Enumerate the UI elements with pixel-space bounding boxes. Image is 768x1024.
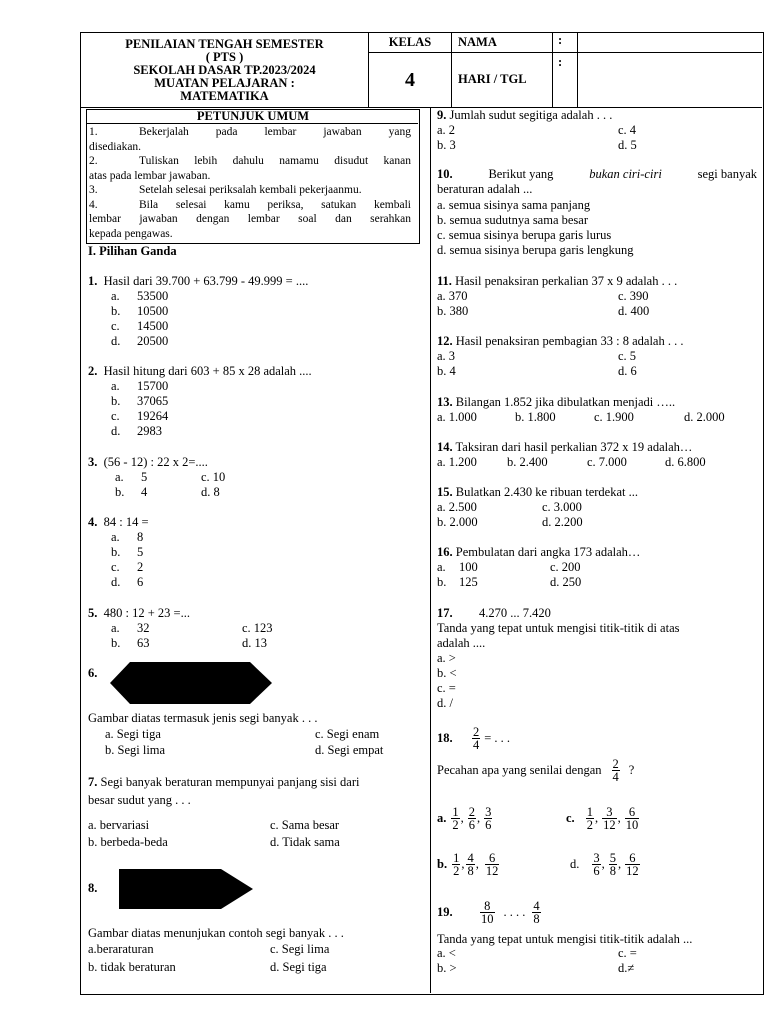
q12-option-a[interactable]: a. 3 — [437, 349, 456, 363]
q18: 18. $\frac{2}{4}$ = . . . — [437, 725, 511, 752]
q16-option-d[interactable]: d. 250 — [550, 575, 582, 589]
q10-option-d[interactable]: d. semua sisinya berupa garis lengkung — [437, 243, 634, 257]
q15-option-a[interactable]: a. 2.500 — [437, 500, 477, 514]
q19-text: Tanda yang tepat untuk mengisi titik-titik adalah ... — [437, 932, 693, 946]
q10-option-c[interactable]: c. semua sisinya berupa garis lurus — [437, 228, 612, 242]
q15-option-b[interactable]: b. 2.000 — [437, 515, 478, 529]
hari-label: HARI / TGL — [458, 72, 527, 86]
q2-option-d[interactable]: d. 2983 — [111, 424, 162, 438]
q6-option-b[interactable]: b. Segi lima — [105, 743, 166, 757]
q19-option-c[interactable]: c. = — [618, 946, 637, 960]
q19: 19. $\frac{8}{10}$ . . . . $\frac{4}{8}$ — [437, 899, 540, 926]
column-divider — [430, 107, 431, 993]
q7-option-c[interactable]: c. Sama besar — [270, 818, 340, 832]
q15: 15. Bulatkan 2.430 ke ribuan terdekat ... — [437, 485, 638, 499]
q19-option-d[interactable]: d.≠ — [618, 961, 635, 975]
q10-option-b[interactable]: b. semua sudutnya sama besar — [437, 213, 589, 227]
q8-number: 8. — [88, 881, 98, 895]
q14: 14. Taksiran dari hasil perkalian 372 x 19 adalah… — [437, 440, 693, 454]
pentagon-polygon — [119, 869, 253, 909]
q10-options — [437, 198, 633, 258]
q2: 2. Hasil hitung dari 603 + 85 x 28 adalah .... — [88, 364, 312, 378]
q9-option-d[interactable]: d. 5 — [618, 138, 637, 152]
q7-option-b[interactable]: b. berbeda-beda — [88, 835, 168, 849]
q16-option-a[interactable]: a. 100 — [437, 560, 478, 574]
hari-colon: : — [558, 55, 563, 69]
q17-options — [437, 651, 457, 711]
q3-option-b[interactable]: b. 4 — [115, 485, 148, 499]
q4-option-d[interactable]: d. 6 — [111, 575, 144, 589]
kelas-value: 4 — [405, 68, 415, 91]
fraction-2-4: $\frac{2}{4}$ — [473, 725, 480, 752]
q17: 17. 4.270 ... 7.420 — [437, 606, 551, 620]
q6-number: 6. — [88, 666, 98, 680]
nama-label: NAMA — [458, 35, 497, 49]
q1: 1. Hasil dari 39.700 + 63.799 - 49.999 = .... — [88, 274, 309, 288]
q12: 12. Hasil penaksiran pembagian 33 : 8 adalah . . . — [437, 334, 684, 348]
q18-option-d[interactable]: d. $\frac{3}{6}$ , $\frac{5}{8}$ , $\frac{6}{12}$ — [570, 851, 639, 878]
header-title: PENILAIAN TENGAH SEMESTER ( PTS ) SEKOLAH DASAR TP.2023/2024 MUATAN PELAJARAN : MATEMATIKA — [125, 36, 324, 103]
q17-text: Tanda yang tepat untuk mengisi titik-titik di atas adalah .... — [437, 621, 680, 650]
nama-colon: : — [558, 33, 563, 47]
section-title: I. Pilihan Ganda — [88, 244, 177, 258]
q8-option-d[interactable]: d. Segi tiga — [270, 960, 327, 974]
q17-option-b[interactable]: b. < — [437, 666, 457, 680]
q18-text: Pecahan apa yang senilai dengan $\frac{2}{4}$ ? — [437, 757, 635, 784]
q3: 3. (56 - 12) : 22 x 2=.... — [88, 455, 208, 469]
q7-option-d[interactable]: d. Tidak sama — [270, 835, 340, 849]
q13-option-d[interactable]: d. 2.000 — [684, 410, 725, 424]
q6-option-c[interactable]: c. Segi enam — [315, 727, 380, 741]
q4-options — [111, 530, 143, 590]
q8-text: Gambar diatas menunjukan contoh segi banyak . . . — [88, 926, 344, 940]
q13-option-b[interactable]: b. 1.800 — [515, 410, 556, 424]
q6-text: Gambar diatas termasuk jenis segi banyak . . . — [88, 711, 318, 725]
q19-option-b[interactable]: b. > — [437, 961, 457, 975]
header-v3 — [552, 32, 553, 107]
q9: 9. Jumlah sudut segitiga adalah . . . — [437, 108, 613, 122]
q1-option-a[interactable]: a. 53500 — [111, 289, 169, 303]
q2-option-c[interactable]: c. 19264 — [111, 409, 169, 423]
q10-option-a[interactable]: a. semua sisinya sama panjang — [437, 198, 591, 212]
q1-option-b[interactable]: b. 10500 — [111, 304, 169, 318]
q17-option-d[interactable]: d. / — [437, 696, 453, 710]
q14-option-b[interactable]: b. 2.400 — [507, 455, 548, 469]
q5-option-b[interactable]: b. 63 — [111, 636, 150, 650]
q1-options — [111, 289, 168, 349]
header-h2 — [81, 107, 762, 108]
q11-option-c[interactable]: c. 390 — [618, 289, 649, 303]
q3-option-d[interactable]: d. 8 — [201, 485, 220, 499]
q14-option-c[interactable]: c. 7.000 — [587, 455, 627, 469]
q15-option-c[interactable]: c. 3.000 — [542, 500, 582, 514]
hexagon-polygon — [110, 662, 272, 704]
q14-option-a[interactable]: a. 1.200 — [437, 455, 477, 469]
q1-option-d[interactable]: d. 20500 — [111, 334, 169, 348]
fraction-2-4-b: $\frac{2}{4}$ — [612, 757, 619, 784]
q9-option-a[interactable]: a. 2 — [437, 123, 456, 137]
instructions-title: PETUNJUK UMUM — [196, 109, 310, 123]
q10: 10. Berikut yang bukan ciri-ciri segi banyak beraturan adalah ... — [437, 167, 757, 196]
q11-option-d[interactable]: d. 400 — [618, 304, 650, 318]
q14-option-d[interactable]: d. 6.800 — [665, 455, 706, 469]
kelas-label: KELAS — [388, 35, 432, 49]
q2-option-b[interactable]: b. 37065 — [111, 394, 169, 408]
pentagon-shape — [117, 867, 255, 911]
q9-option-c[interactable]: c. 4 — [618, 123, 637, 137]
q15-option-d[interactable]: d. 2.200 — [542, 515, 583, 529]
q4-option-a[interactable]: a. 8 — [111, 530, 144, 544]
q17-option-a[interactable]: a. > — [437, 651, 456, 665]
q4-option-c[interactable]: c. 2 — [111, 560, 144, 574]
hexagon-shape — [108, 660, 274, 706]
q12-option-c[interactable]: c. 5 — [618, 349, 637, 363]
hari-field[interactable] — [578, 53, 761, 107]
q6-option-a[interactable]: a. Segi tiga — [105, 727, 161, 741]
nama-field[interactable] — [578, 33, 761, 52]
q13-option-c[interactable]: c. 1.900 — [594, 410, 634, 424]
q7: 7. Segi banyak beraturan mempunyai panjang sisi dari besar sudut yang . . . — [88, 775, 360, 807]
q18-option-c[interactable]: c. $\frac{1}{2}$ , $\frac{3}{12}$ , $\frac{6}{10}$ — [566, 805, 639, 832]
q4-option-b[interactable]: b. 5 — [111, 545, 144, 559]
q5: 5. 480 : 12 + 23 =... — [88, 606, 190, 620]
q4: 4. 84 : 14 = — [88, 515, 149, 529]
q18-option-a[interactable]: a. $\frac{1}{2}$ , $\frac{2}{6}$ , $\frac{3}{6}$ — [437, 805, 492, 832]
q16: 16. Pembulatan dari angka 173 adalah… — [437, 545, 641, 559]
instructions-title-rule — [87, 123, 418, 124]
q5-option-d[interactable]: d. 13 — [242, 636, 267, 650]
q3-option-a[interactable]: a. 5 — [115, 470, 148, 484]
q3-option-c[interactable]: c. 10 — [201, 470, 226, 484]
q16-option-b[interactable]: b. 125 — [437, 575, 478, 589]
q11: 11. Hasil penaksiran perkalian 37 x 9 adalah . . . — [437, 274, 678, 288]
q8-option-a[interactable]: a.beraraturan — [88, 942, 154, 956]
q2-option-a[interactable]: a. 15700 — [111, 379, 169, 393]
q8-option-b[interactable]: b. tidak beraturan — [88, 960, 176, 974]
q19-option-a[interactable]: a. < — [437, 946, 456, 960]
q2-options — [111, 379, 168, 439]
q13: 13. Bilangan 1.852 jika dibulatkan menjadi ….. — [437, 395, 676, 409]
header-v2 — [451, 32, 452, 107]
q5-option-a[interactable]: a. 32 — [111, 621, 150, 635]
q17-option-c[interactable]: c. = — [437, 681, 456, 695]
q5-option-c[interactable]: c. 123 — [242, 621, 273, 635]
q6-option-d[interactable]: d. Segi empat — [315, 743, 384, 757]
q11-option-a[interactable]: a. 370 — [437, 289, 468, 303]
instructions-list: 1. Bekerjalah pada lembar jawaban yang disediakan. 2. Tuliskan lebih dahulu namamu disudut kanan atas pada lembar jawaban. 3. Setelah selesai periksalah kembali pekerjaanmu. 4. Bila selesai kamu periksa, satukan kembali lembar jawaban dengan lembar soal dan serahkan kepada pengawas. — [89, 126, 411, 240]
q7-option-a[interactable]: a. bervariasi — [88, 818, 150, 832]
q13-option-a[interactable]: a. 1.000 — [437, 410, 477, 424]
q1-option-c[interactable]: c. 14500 — [111, 319, 169, 333]
q8-option-c[interactable]: c. Segi lima — [270, 942, 330, 956]
q11-option-b[interactable]: b. 380 — [437, 304, 469, 318]
q12-option-d[interactable]: d. 6 — [618, 364, 637, 378]
q9-option-b[interactable]: b. 3 — [437, 138, 456, 152]
q18-option-b[interactable]: b. $\frac{1}{2}$ , $\frac{4}{8}$ , $\frac{6}{12}$ — [437, 851, 499, 878]
q16-option-c[interactable]: c. 200 — [550, 560, 581, 574]
q12-option-b[interactable]: b. 4 — [437, 364, 456, 378]
